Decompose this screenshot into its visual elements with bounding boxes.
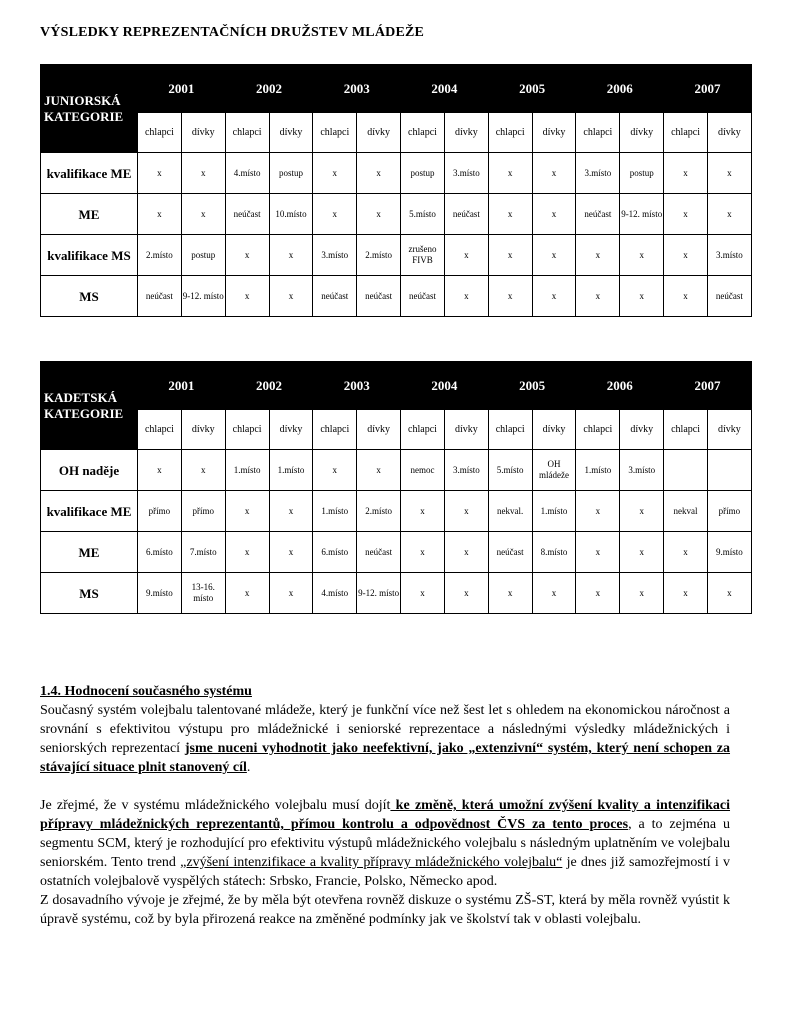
result-cell: x [707,153,751,194]
year-header: 2007 [664,65,752,113]
gender-header-row [41,410,752,450]
gender-header: chlapci [488,113,532,153]
gender-header: chlapci [138,410,182,450]
result-cell: přímo [707,491,751,532]
row-label: ME [41,194,138,235]
gender-header: dívky [181,113,225,153]
result-cell: 9.místo [138,573,182,614]
row-label: MS [41,276,138,317]
result-cell: x [707,194,751,235]
gender-header: chlapci [664,410,708,450]
row-label: ME [41,532,138,573]
result-cell: 4.místo [225,153,269,194]
result-cell: 6.místo [138,532,182,573]
result-cell: x [138,194,182,235]
result-cell: x [488,235,532,276]
result-cell: 2.místo [357,235,401,276]
result-cell: přímo [138,491,182,532]
result-cell: neúčast [313,276,357,317]
year-header: 2007 [664,362,752,410]
gender-header: chlapci [576,113,620,153]
table-row [41,153,752,194]
result-cell: 3.místo [707,235,751,276]
year-header: 2002 [225,362,313,410]
gender-header: chlapci [401,410,445,450]
result-cell: x [225,491,269,532]
table-row [41,573,752,614]
result-cell: neúčast [444,194,488,235]
result-cell: neúčast [488,532,532,573]
result-cell: x [576,491,620,532]
result-cell: 9-12. místo [181,276,225,317]
section-evaluation [40,682,730,929]
result-cell: x [532,153,576,194]
table-row [41,235,752,276]
year-header: 2004 [401,362,489,410]
category-label: JUNIORSKÁ KATEGORIE [41,65,138,153]
row-label: kvalifikace ME [41,491,138,532]
result-cell: 13-16. místo [181,573,225,614]
result-cell: x [313,194,357,235]
gender-header: dívky [181,410,225,450]
result-cell: x [401,573,445,614]
result-cell: x [225,235,269,276]
result-cell: x [269,573,313,614]
result-cell: OH mládeže [532,450,576,491]
result-cell: x [357,450,401,491]
result-cell: 2.místo [357,491,401,532]
result-cell: 1.místo [576,450,620,491]
result-cell: x [444,235,488,276]
section-heading: 1.4. Hodnocení současného systému [40,684,252,699]
gender-header-row [41,113,752,153]
table-row [41,450,752,491]
year-header-row [41,65,752,113]
result-cell: x [357,194,401,235]
result-cell [707,450,751,491]
result-cell: 3.místo [620,450,664,491]
result-cell: x [576,573,620,614]
table-row [41,491,752,532]
gender-header: chlapci [138,113,182,153]
result-cell: x [576,235,620,276]
gender-header: chlapci [313,410,357,450]
row-label: OH naděje [41,450,138,491]
result-cell: 5.místo [401,194,445,235]
result-cell: x [444,276,488,317]
result-cell: nemoc [401,450,445,491]
document-title: VÝSLEDKY REPREZENTAČNÍCH DRUŽSTEV MLÁDEŽE [40,25,425,40]
result-cell: x [444,491,488,532]
result-cell: x [138,153,182,194]
result-cell: postup [181,235,225,276]
paragraph-2 [40,796,730,891]
year-header: 2003 [313,65,401,113]
year-header: 2001 [138,65,226,113]
result-cell: 3.místo [576,153,620,194]
result-cell: x [664,235,708,276]
row-label: kvalifikace MS [41,235,138,276]
result-cell: přímo [181,491,225,532]
result-cell: x [181,153,225,194]
result-cell: 3.místo [444,450,488,491]
year-header: 2002 [225,65,313,113]
result-cell: x [401,532,445,573]
year-header: 2005 [488,65,576,113]
gender-header: chlapci [225,410,269,450]
result-cell: x [488,194,532,235]
p1-text-c: . [246,760,251,775]
result-cell: 9-12. místo [620,194,664,235]
result-cell: neúčast [401,276,445,317]
result-cell: nekval [664,491,708,532]
p2-text-a: Je zřejmé, že v systému mládežnického volejbalu musí dojít [40,798,391,813]
gender-header: dívky [357,113,401,153]
result-cell: x [620,276,664,317]
result-cell: x [269,276,313,317]
category-label: KADETSKÁ KATEGORIE [41,362,138,450]
result-cell: x [313,450,357,491]
result-cell: x [138,450,182,491]
p2-text-c: , a to zejména u segmentu SCM, který je rozhodující pro efektivitu výstupů mládežnického volejbalu s následným uplatněním ve volejbalu seniorském. Tento trend [40,817,730,870]
result-cell: x [532,194,576,235]
gender-header: chlapci [488,410,532,450]
result-cell: x [488,276,532,317]
result-cell: neúčast [138,276,182,317]
result-cell: 7.místo [181,532,225,573]
result-cell: x [181,450,225,491]
result-cell: x [181,194,225,235]
gender-header: chlapci [313,113,357,153]
result-cell: neúčast [357,276,401,317]
result-cell: x [620,573,664,614]
gender-header: dívky [707,113,751,153]
year-header: 2004 [401,65,489,113]
gender-header: dívky [620,113,664,153]
result-cell: x [488,573,532,614]
result-cell: 9.místo [707,532,751,573]
result-cell: postup [620,153,664,194]
result-cell: nekval. [488,491,532,532]
result-cell: x [620,491,664,532]
result-cell: x [225,532,269,573]
result-cell: x [664,276,708,317]
result-cell: 5.místo [488,450,532,491]
year-header: 2005 [488,362,576,410]
result-cell: x [225,276,269,317]
result-cell: 4.místo [313,573,357,614]
result-cell: x [313,153,357,194]
year-header: 2003 [313,362,401,410]
result-cell: x [576,276,620,317]
result-cell: 9-12. místo [357,573,401,614]
result-cell: x [444,573,488,614]
p1-text-a: Současný systém volejbalu talentované mládeže, který je funkční více než šest let s ohledem na ekonomickou náročnost a srovnání s efektivitou výstupu pro mládežnické i seniorské reprezentace a následnými výsledky mládežnických i seniorských reprezentací [40,703,730,756]
result-cell: x [269,235,313,276]
gender-header: dívky [444,410,488,450]
gender-header: dívky [444,113,488,153]
result-cell: neúčast [576,194,620,235]
result-cell: x [444,532,488,573]
result-cell: postup [269,153,313,194]
result-cell: x [357,153,401,194]
paragraph-1 [40,701,730,777]
result-cell: x [664,194,708,235]
result-cell: 1.místo [532,491,576,532]
result-cell: 3.místo [444,153,488,194]
result-cell: zrušeno FIVB [401,235,445,276]
p1-emphasis: jsme nuceni vyhodnotit jako neefektivní, jako „extenzivní“ systém, který není schopen za stávající situace plnit stanovený cíl [40,741,731,775]
result-cell: neúčast [225,194,269,235]
gender-header: dívky [532,113,576,153]
table-row [41,532,752,573]
result-cell: 2.místo [138,235,182,276]
result-cell: postup [401,153,445,194]
gender-header: chlapci [664,113,708,153]
result-cell: x [576,532,620,573]
result-cell: x [269,532,313,573]
cadet-results-table [40,361,752,614]
gender-header: dívky [269,113,313,153]
year-header: 2006 [576,362,664,410]
result-cell: x [488,153,532,194]
result-cell [664,450,708,491]
result-cell: x [664,532,708,573]
result-cell: x [532,573,576,614]
gender-header: dívky [532,410,576,450]
gender-header: dívky [620,410,664,450]
year-header-row [41,362,752,410]
result-cell: x [664,153,708,194]
junior-results-table [40,64,752,317]
paragraph-3: Z dosavadního vývoje je zřejmé, že by měla být otevřena rovněž diskuze o systému ZŠ-ST, která by měla rovněž vyústit k úpravě systému, což by byla přirozená reakce na změněné podmínky jak ve školství tak v oblasti volejbalu. [40,893,730,927]
p2-emphasis: ke změně, která umožní zvýšení kvality a intenzifikaci přípravy mládežnických reprezentantů, přímou kontrolu a odpovědnost ČVS za tento proces [40,798,731,832]
p2-trend-quote: „zvýšení intenzifikace a kvality přípravy mládežnického volejbalu“ [180,855,563,870]
result-cell: x [225,573,269,614]
gender-header: dívky [357,410,401,450]
result-cell: neúčast [707,276,751,317]
result-cell: x [401,491,445,532]
row-label: MS [41,573,138,614]
result-cell: 6.místo [313,532,357,573]
row-label: kvalifikace ME [41,153,138,194]
result-cell: x [620,235,664,276]
gender-header: chlapci [225,113,269,153]
result-cell: 10.místo [269,194,313,235]
result-cell: x [707,573,751,614]
result-cell: 8.místo [532,532,576,573]
table-row [41,276,752,317]
p2-text-e: je dnes již samozřejmostí i v ostatních volejbalově vyspělých státech: Srbsko, Francie, Polsko, Německo apod. [40,855,730,889]
result-cell: x [664,573,708,614]
result-cell: 1.místo [269,450,313,491]
result-cell: 1.místo [225,450,269,491]
result-cell: 1.místo [313,491,357,532]
gender-header: dívky [707,410,751,450]
result-cell: x [620,532,664,573]
gender-header: chlapci [576,410,620,450]
result-cell: x [532,276,576,317]
table-row [41,194,752,235]
result-cell: neúčast [357,532,401,573]
result-cell: x [269,491,313,532]
result-cell: x [532,235,576,276]
year-header: 2001 [138,362,226,410]
gender-header: chlapci [401,113,445,153]
result-cell: 3.místo [313,235,357,276]
year-header: 2006 [576,65,664,113]
gender-header: dívky [269,410,313,450]
